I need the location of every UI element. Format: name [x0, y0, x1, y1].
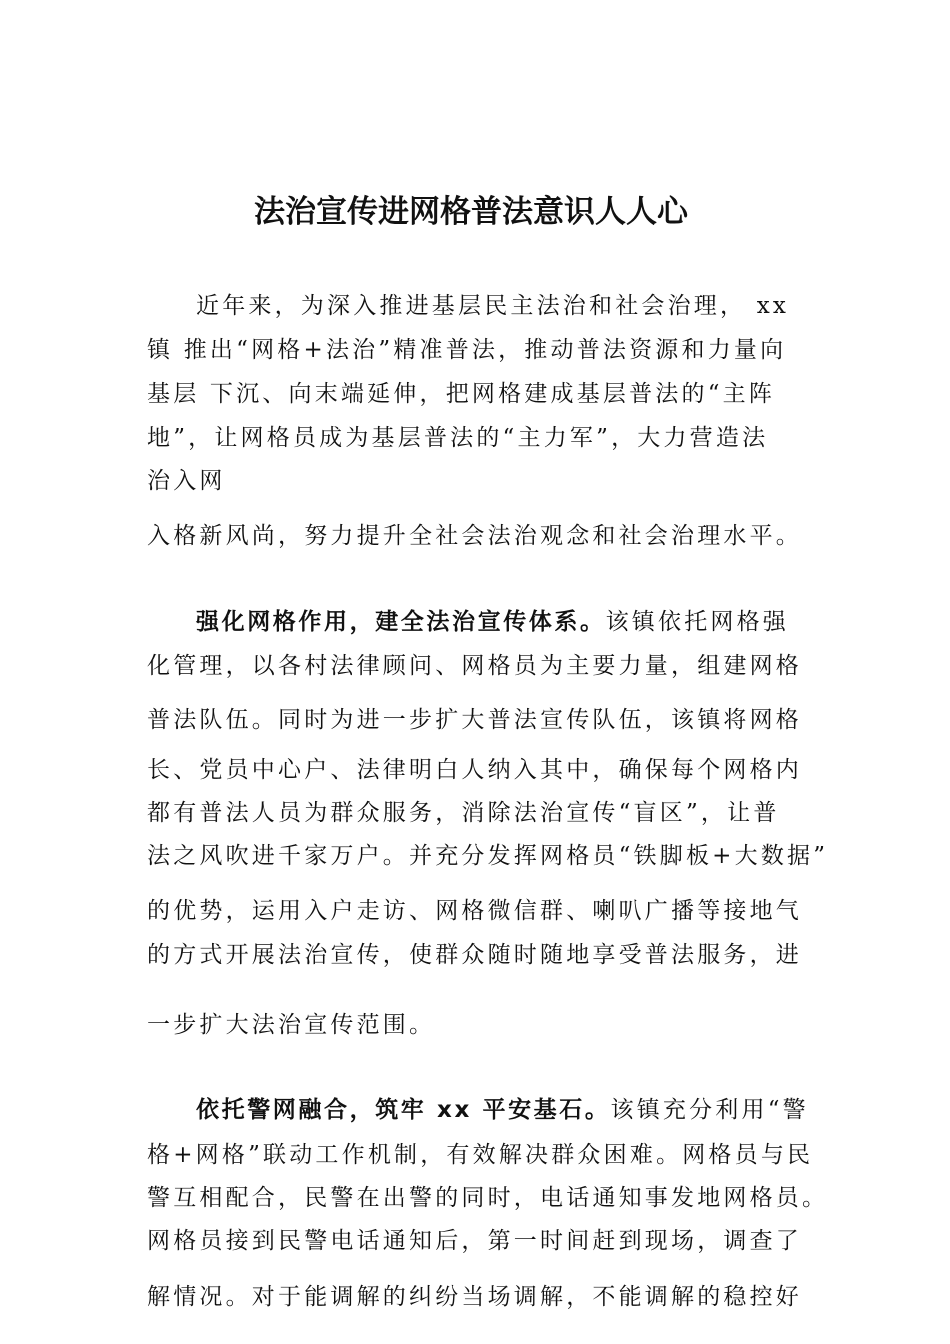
text-line: 入格新风尚，努力提升全社会法治观念和社会治理水平。: [147, 523, 802, 549]
text-line: 都有普法人员为群众服务，消除法治宣传“盲区”，让普: [147, 800, 780, 826]
text-line: 地”，让网格员成为基层普法的“主力军”，大力营造法: [147, 425, 769, 451]
text-line: 镇 推出“网格+法治”精准普法，推动普法资源和力量向: [147, 337, 787, 363]
text-line: [196, 611, 789, 634]
text-line: 近年来，为深入推进基层民主法治和社会治理， xx: [196, 293, 790, 319]
text-run: 该镇充分利用“警: [610, 1097, 809, 1123]
text-line: 网格员接到民警电话通知后，第一时间赶到现场，调查了: [147, 1228, 802, 1254]
text-line: 警互相配合，民警在出警的同时，电话通知事发地网格员。: [147, 1185, 829, 1211]
text-line: 普法队伍。同时为进一步扩大普法宣传队伍，该镇将网格: [147, 707, 802, 733]
text-line: 的方式开展法治宣传，使群众随时随地享受普法服务，进: [147, 942, 802, 968]
text-line: 格+网格”联动工作机制，有效解决群众困难。网格员与民: [147, 1142, 814, 1168]
paragraph-heading: 依托警网融合，筑牢 xx 平安基石。: [196, 1097, 611, 1123]
text-line: 法之风吹进千家万户。并充分发挥网格员“铁脚板+大数据”: [147, 843, 829, 869]
text-line: 解情况。对于能调解的纠纷当场调解，不能调解的稳控好: [147, 1284, 802, 1310]
text-line: 一步扩大法治宣传范围。: [147, 1012, 436, 1038]
text-line: 的优势，运用入户走访、网格微信群、喇叭广播等接地气: [147, 898, 802, 924]
text-line: 化管理，以各村法律顾问、网格员为主要力量，组建网格: [147, 653, 802, 679]
text-run: 该镇依托网格强: [605, 609, 790, 635]
text-line: 长、党员中心户、法律明白人纳入其中，确保每个网格内: [147, 757, 802, 783]
paragraph-heading: 强化网格作用，建全法治宣传体系。: [196, 609, 606, 635]
text-line: 治入网: [147, 468, 226, 494]
text-line: 基层 下沉、向末端延伸，把网格建成基层普法的“主阵: [147, 381, 776, 407]
document-title: 法治宣传进网格普法意识人人心: [254, 194, 688, 230]
text-line: [196, 1099, 809, 1122]
